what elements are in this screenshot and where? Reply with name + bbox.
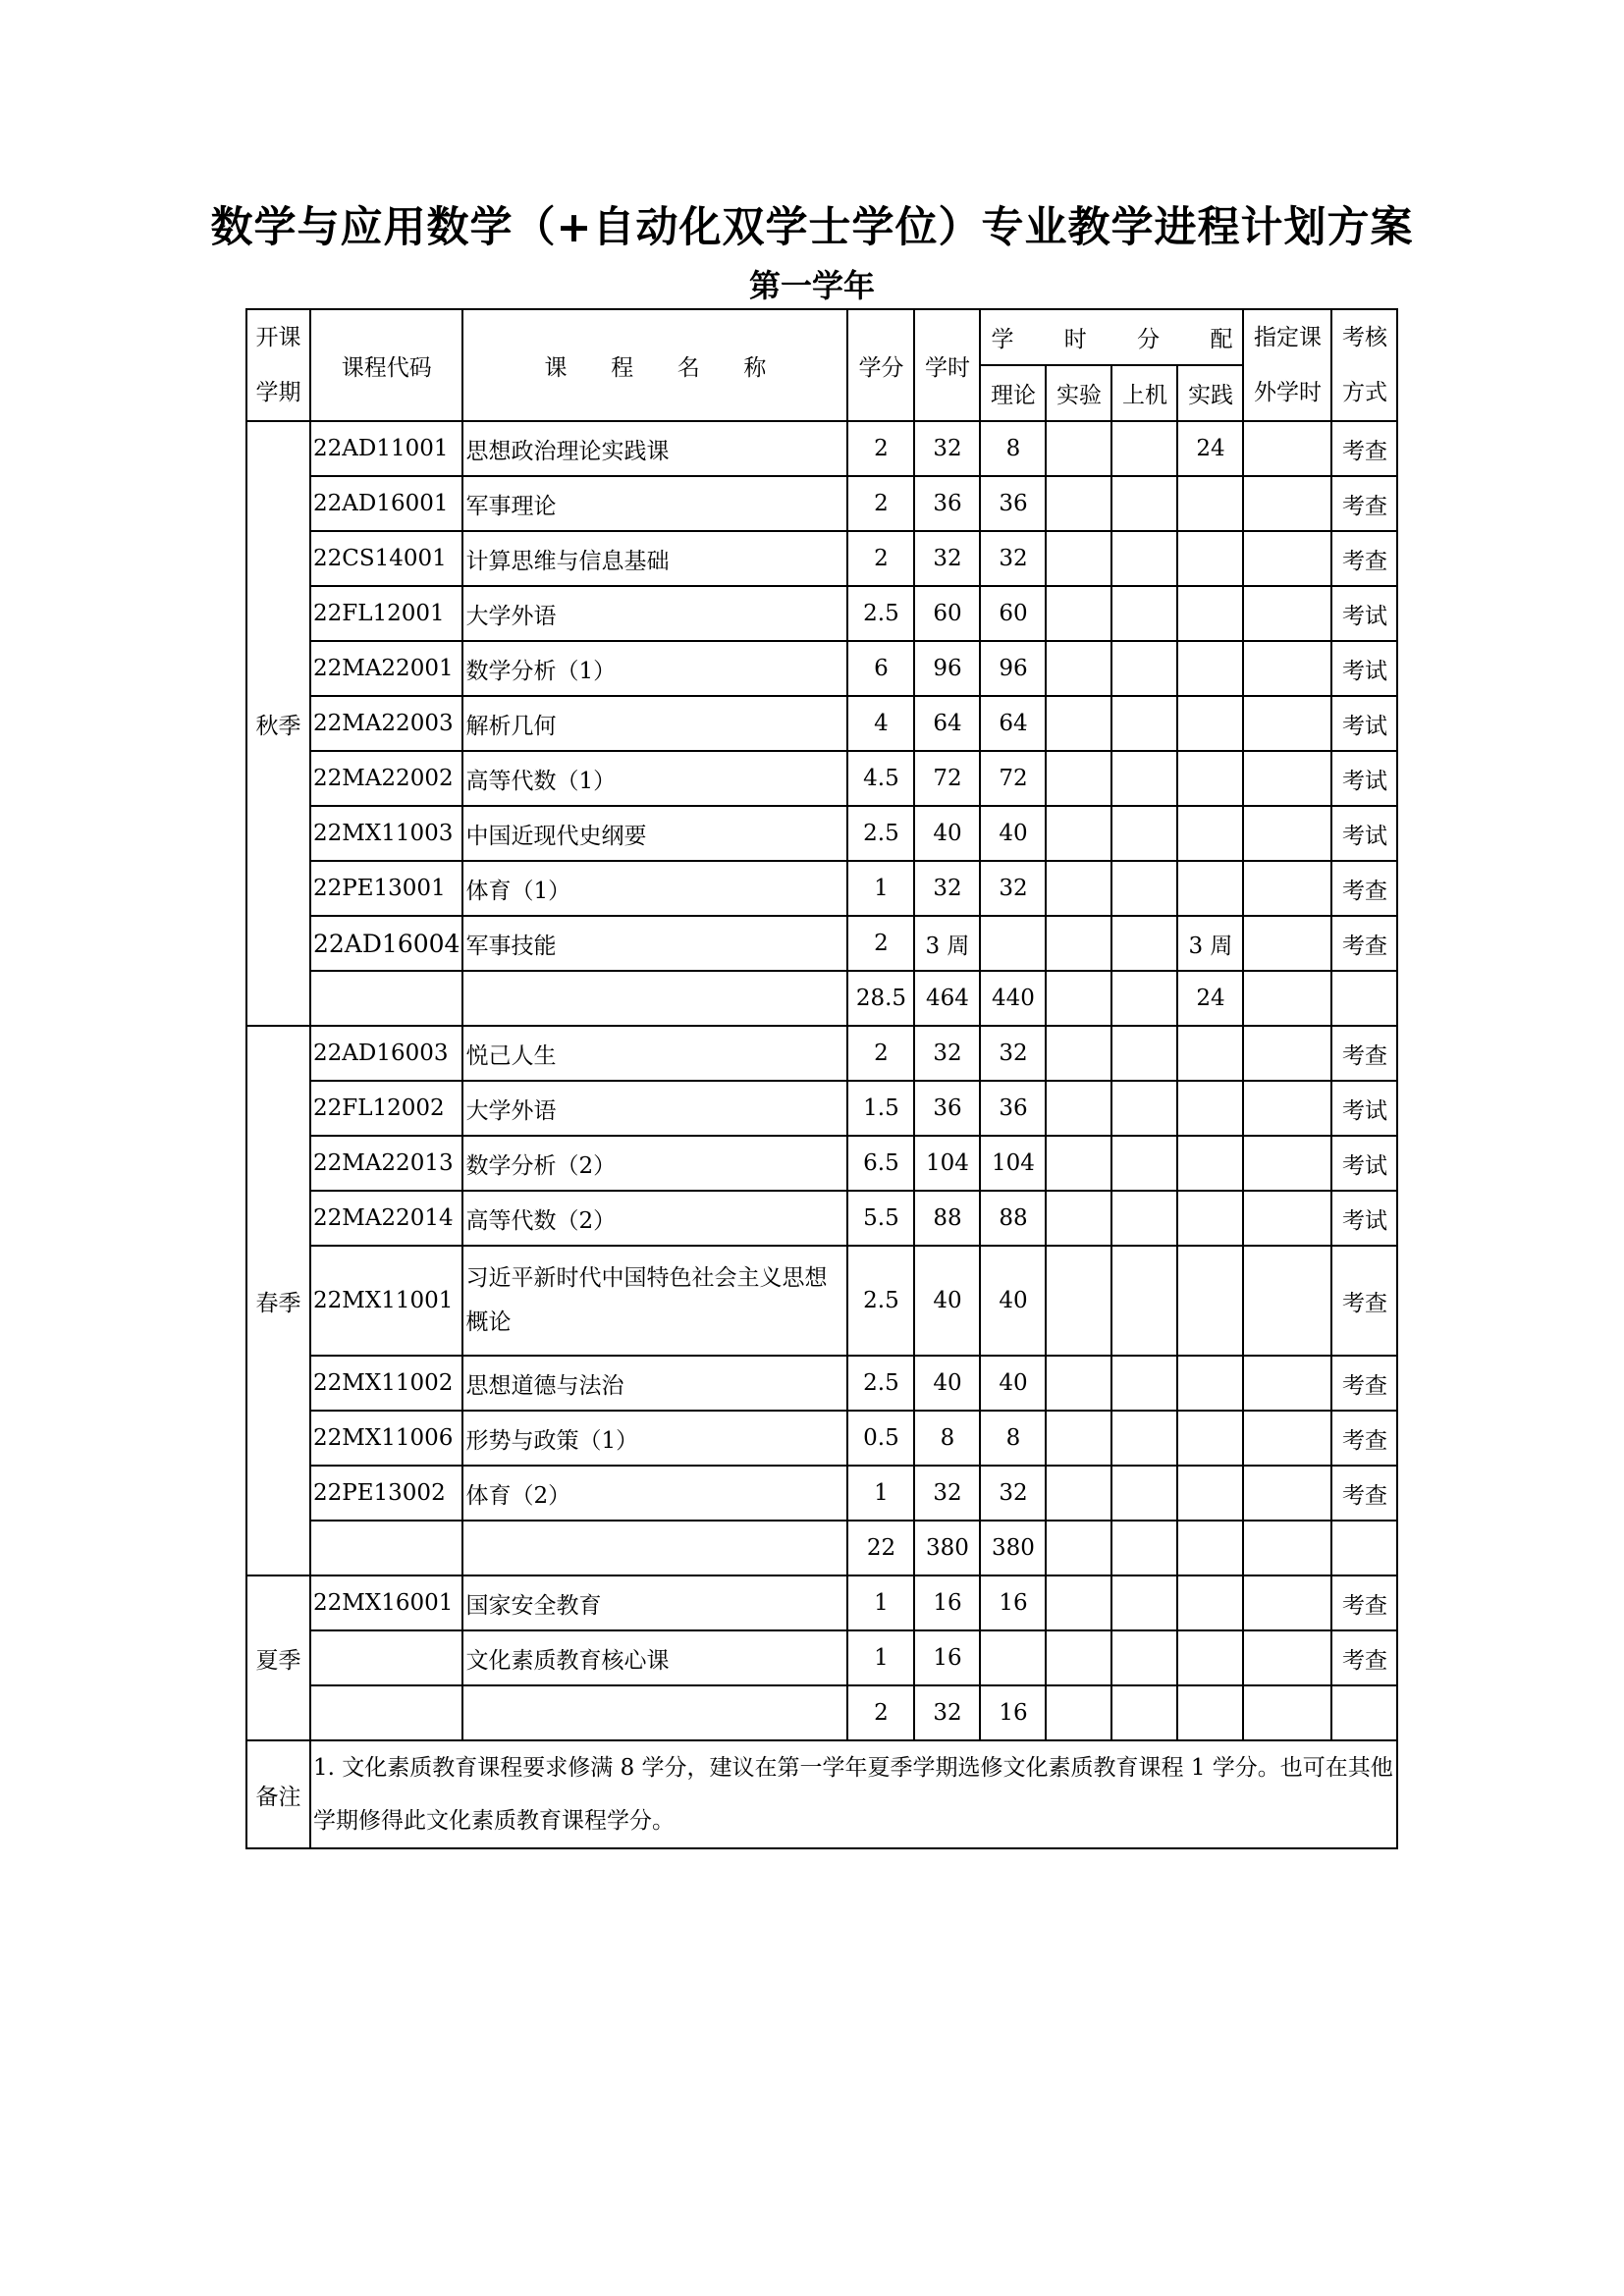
course-practice: 24 bbox=[1177, 421, 1243, 476]
course-theory: 8 bbox=[980, 1411, 1046, 1466]
course-theory: 32 bbox=[980, 531, 1046, 586]
course-name: 思想政治理论实践课 bbox=[462, 421, 847, 476]
course-name: 体育（1） bbox=[462, 861, 847, 916]
course-code: 22MX11006 bbox=[310, 1411, 462, 1466]
course-lab bbox=[1046, 751, 1111, 806]
course-theory: 40 bbox=[980, 806, 1046, 861]
header-theory: 理论 bbox=[980, 365, 1046, 421]
course-credits: 4 bbox=[847, 696, 914, 751]
subtotal-theory: 440 bbox=[980, 971, 1046, 1026]
course-theory: 72 bbox=[980, 751, 1046, 806]
course-assessment: 考查 bbox=[1331, 421, 1397, 476]
course-assessment: 考查 bbox=[1331, 531, 1397, 586]
course-computer bbox=[1111, 806, 1177, 861]
course-code: 22FL12001 bbox=[310, 586, 462, 641]
course-extra bbox=[1243, 696, 1331, 751]
course-extra bbox=[1243, 916, 1331, 971]
course-theory: 36 bbox=[980, 1081, 1046, 1136]
course-credits: 2.5 bbox=[847, 586, 914, 641]
course-extra bbox=[1243, 751, 1331, 806]
table-row bbox=[246, 1411, 1397, 1466]
course-credits: 2 bbox=[847, 421, 914, 476]
course-code: 22MA22014 bbox=[310, 1191, 462, 1246]
course-assessment: 考试 bbox=[1331, 641, 1397, 696]
course-practice: 3 周 bbox=[1177, 916, 1243, 971]
table-row bbox=[246, 1081, 1397, 1136]
course-credits: 6 bbox=[847, 641, 914, 696]
course-code: 22MA22013 bbox=[310, 1136, 462, 1191]
course-assessment: 考查 bbox=[1331, 916, 1397, 971]
course-theory: 32 bbox=[980, 1466, 1046, 1521]
course-code: 22MA22003 bbox=[310, 696, 462, 751]
course-extra bbox=[1243, 806, 1331, 861]
course-assessment: 考查 bbox=[1331, 1466, 1397, 1521]
table-row bbox=[246, 476, 1397, 531]
course-credits: 2.5 bbox=[847, 806, 914, 861]
subtotal-credits: 28.5 bbox=[847, 971, 914, 1026]
course-code: 22MX16001 bbox=[310, 1575, 462, 1630]
table-row bbox=[246, 751, 1397, 806]
header-code: 课程代码 bbox=[310, 309, 462, 421]
course-computer bbox=[1111, 476, 1177, 531]
header-practice: 实践 bbox=[1177, 365, 1243, 421]
course-code: 22AD16003 bbox=[310, 1026, 462, 1081]
table-row bbox=[246, 1191, 1397, 1246]
course-assessment: 考查 bbox=[1331, 861, 1397, 916]
course-code: 22AD16001 bbox=[310, 476, 462, 531]
course-credits: 2 bbox=[847, 476, 914, 531]
course-theory: 32 bbox=[980, 1026, 1046, 1081]
course-credits: 1.5 bbox=[847, 1081, 914, 1136]
course-computer bbox=[1111, 861, 1177, 916]
course-credits: 2.5 bbox=[847, 1246, 914, 1356]
subtotal-credits: 2 bbox=[847, 1685, 914, 1740]
header-extra-hours: 指定课 外学时 bbox=[1243, 309, 1331, 421]
header-credits: 学分 bbox=[847, 309, 914, 421]
subtotal-hours: 380 bbox=[914, 1521, 980, 1575]
course-code: 22MA22002 bbox=[310, 751, 462, 806]
header-hour-distribution: 学 时 分 配 bbox=[980, 309, 1243, 365]
course-name: 中国近现代史纲要 bbox=[462, 806, 847, 861]
subtotal-hours: 32 bbox=[914, 1685, 980, 1740]
course-name: 形势与政策（1） bbox=[462, 1411, 847, 1466]
course-assessment: 考查 bbox=[1331, 1246, 1397, 1356]
course-code: 22FL12002 bbox=[310, 1081, 462, 1136]
course-credits: 1 bbox=[847, 1630, 914, 1685]
semester-summer: 夏季 bbox=[246, 1575, 310, 1740]
course-name: 大学外语 bbox=[462, 586, 847, 641]
course-code: 22MX11002 bbox=[310, 1356, 462, 1411]
course-credits: 2 bbox=[847, 1026, 914, 1081]
course-assessment: 考试 bbox=[1331, 751, 1397, 806]
course-theory: 16 bbox=[980, 1575, 1046, 1630]
course-code bbox=[310, 1630, 462, 1685]
course-name: 军事技能 bbox=[462, 916, 847, 971]
course-computer bbox=[1111, 421, 1177, 476]
course-name: 大学外语 bbox=[462, 1081, 847, 1136]
course-code: 22AD16004 bbox=[310, 916, 462, 971]
table-row bbox=[246, 1575, 1397, 1630]
course-computer bbox=[1111, 751, 1177, 806]
table-row bbox=[246, 531, 1397, 586]
course-hours: 40 bbox=[914, 806, 980, 861]
course-code: 22MX11001 bbox=[310, 1246, 462, 1356]
header-computer: 上机 bbox=[1111, 365, 1177, 421]
course-assessment: 考试 bbox=[1331, 1081, 1397, 1136]
course-code: 22MX11003 bbox=[310, 806, 462, 861]
subtotal-row bbox=[246, 971, 1397, 1026]
subtotal-row bbox=[246, 1685, 1397, 1740]
course-lab bbox=[1046, 861, 1111, 916]
table-row bbox=[246, 806, 1397, 861]
course-name: 高等代数（1） bbox=[462, 751, 847, 806]
table-row bbox=[246, 421, 1397, 476]
course-hours: 88 bbox=[914, 1191, 980, 1246]
course-lab bbox=[1046, 916, 1111, 971]
course-code: 22CS14001 bbox=[310, 531, 462, 586]
course-practice bbox=[1177, 476, 1243, 531]
course-computer bbox=[1111, 641, 1177, 696]
course-assessment: 考试 bbox=[1331, 806, 1397, 861]
course-extra bbox=[1243, 861, 1331, 916]
course-name: 悦己人生 bbox=[462, 1026, 847, 1081]
course-theory: 32 bbox=[980, 861, 1046, 916]
table-row bbox=[246, 1466, 1397, 1521]
course-practice bbox=[1177, 806, 1243, 861]
course-name: 解析几何 bbox=[462, 696, 847, 751]
course-credits: 1 bbox=[847, 1575, 914, 1630]
table-row bbox=[246, 861, 1397, 916]
course-theory: 88 bbox=[980, 1191, 1046, 1246]
course-hours: 72 bbox=[914, 751, 980, 806]
course-extra bbox=[1243, 586, 1331, 641]
subtotal-theory: 380 bbox=[980, 1521, 1046, 1575]
course-credits: 5.5 bbox=[847, 1191, 914, 1246]
course-hours: 8 bbox=[914, 1411, 980, 1466]
course-hours: 36 bbox=[914, 1081, 980, 1136]
semester-autumn: 秋季 bbox=[246, 421, 310, 1026]
course-theory: 40 bbox=[980, 1356, 1046, 1411]
course-name: 数学分析（1） bbox=[462, 641, 847, 696]
course-credits: 4.5 bbox=[847, 751, 914, 806]
course-computer bbox=[1111, 586, 1177, 641]
course-hours: 40 bbox=[914, 1246, 980, 1356]
course-name: 数学分析（2） bbox=[462, 1136, 847, 1191]
table-row bbox=[246, 586, 1397, 641]
course-theory: 36 bbox=[980, 476, 1046, 531]
course-hours: 60 bbox=[914, 586, 980, 641]
course-credits: 2 bbox=[847, 531, 914, 586]
header-hours: 学时 bbox=[914, 309, 980, 421]
note-text: 1. 文化素质教育课程要求修满 8 学分，建议在第一学年夏季学期选修文化素质教育课程 1 学分。也可在其他学期修得此文化素质教育课程学分。 bbox=[310, 1740, 1397, 1848]
course-credits: 6.5 bbox=[847, 1136, 914, 1191]
course-extra bbox=[1243, 531, 1331, 586]
course-assessment: 考查 bbox=[1331, 1356, 1397, 1411]
course-hours: 40 bbox=[914, 1356, 980, 1411]
course-practice bbox=[1177, 696, 1243, 751]
course-theory: 104 bbox=[980, 1136, 1046, 1191]
course-assessment: 考试 bbox=[1331, 586, 1397, 641]
note-label: 备注 bbox=[246, 1740, 310, 1848]
course-assessment: 考查 bbox=[1331, 1630, 1397, 1685]
course-theory bbox=[980, 916, 1046, 971]
course-code: 22PE13002 bbox=[310, 1466, 462, 1521]
course-name: 文化素质教育核心课 bbox=[462, 1630, 847, 1685]
course-practice bbox=[1177, 531, 1243, 586]
page-title: 数学与应用数学（+自动化双学士学位）专业教学进程计划方案 bbox=[210, 203, 1414, 252]
course-lab bbox=[1046, 531, 1111, 586]
course-hours: 96 bbox=[914, 641, 980, 696]
course-hours: 16 bbox=[914, 1575, 980, 1630]
course-practice bbox=[1177, 861, 1243, 916]
table-row bbox=[246, 696, 1397, 751]
course-assessment: 考试 bbox=[1331, 1136, 1397, 1191]
course-hours: 32 bbox=[914, 531, 980, 586]
semester-spring: 春季 bbox=[246, 1026, 310, 1575]
course-extra bbox=[1243, 476, 1331, 531]
note-row bbox=[246, 1740, 1397, 1848]
course-practice bbox=[1177, 641, 1243, 696]
course-lab bbox=[1046, 421, 1111, 476]
course-practice bbox=[1177, 751, 1243, 806]
course-code: 22MA22001 bbox=[310, 641, 462, 696]
header-assessment: 考核 方式 bbox=[1331, 309, 1397, 421]
course-lab bbox=[1046, 806, 1111, 861]
course-name: 国家安全教育 bbox=[462, 1575, 847, 1630]
teaching-plan-table bbox=[245, 308, 1398, 1849]
course-lab bbox=[1046, 641, 1111, 696]
course-name: 体育（2） bbox=[462, 1466, 847, 1521]
course-hours: 64 bbox=[914, 696, 980, 751]
course-theory: 8 bbox=[980, 421, 1046, 476]
table-row bbox=[246, 1026, 1397, 1081]
course-assessment: 考查 bbox=[1331, 476, 1397, 531]
course-credits: 2.5 bbox=[847, 1356, 914, 1411]
course-lab bbox=[1046, 586, 1111, 641]
course-credits: 2 bbox=[847, 916, 914, 971]
course-lab bbox=[1046, 696, 1111, 751]
course-credits: 1 bbox=[847, 1466, 914, 1521]
course-computer bbox=[1111, 531, 1177, 586]
table-row bbox=[246, 641, 1397, 696]
course-credits: 1 bbox=[847, 861, 914, 916]
course-theory: 40 bbox=[980, 1246, 1046, 1356]
course-theory: 60 bbox=[980, 586, 1046, 641]
course-name: 高等代数（2） bbox=[462, 1191, 847, 1246]
course-assessment: 考查 bbox=[1331, 1575, 1397, 1630]
course-name: 思想道德与法治 bbox=[462, 1356, 847, 1411]
course-code: 22PE13001 bbox=[310, 861, 462, 916]
course-hours: 16 bbox=[914, 1630, 980, 1685]
course-name: 计算思维与信息基础 bbox=[462, 531, 847, 586]
course-hours: 3 周 bbox=[914, 916, 980, 971]
course-credits: 0.5 bbox=[847, 1411, 914, 1466]
table-row bbox=[246, 916, 1397, 971]
course-computer bbox=[1111, 916, 1177, 971]
table-row bbox=[246, 1630, 1397, 1685]
table-row bbox=[246, 1136, 1397, 1191]
course-hours: 36 bbox=[914, 476, 980, 531]
header-lab: 实验 bbox=[1046, 365, 1111, 421]
course-code: 22AD11001 bbox=[310, 421, 462, 476]
page-subtitle: 第一学年 bbox=[748, 267, 875, 304]
table-row bbox=[246, 1246, 1397, 1356]
subtotal-row bbox=[246, 1521, 1397, 1575]
course-lab bbox=[1046, 476, 1111, 531]
header-row-1 bbox=[246, 309, 1397, 365]
course-hours: 32 bbox=[914, 861, 980, 916]
subtotal-theory: 16 bbox=[980, 1685, 1046, 1740]
course-extra bbox=[1243, 641, 1331, 696]
course-assessment: 考查 bbox=[1331, 1026, 1397, 1081]
course-hours: 104 bbox=[914, 1136, 980, 1191]
course-extra bbox=[1243, 421, 1331, 476]
header-semester: 开课 学期 bbox=[246, 309, 310, 421]
course-hours: 32 bbox=[914, 1466, 980, 1521]
course-name: 习近平新时代中国特色社会主义思想概论 bbox=[462, 1246, 847, 1356]
subtotal-practice: 24 bbox=[1177, 971, 1243, 1026]
course-assessment: 考试 bbox=[1331, 696, 1397, 751]
course-theory: 96 bbox=[980, 641, 1046, 696]
course-hours: 32 bbox=[914, 421, 980, 476]
subtotal-hours: 464 bbox=[914, 971, 980, 1026]
course-practice bbox=[1177, 586, 1243, 641]
course-assessment: 考试 bbox=[1331, 1191, 1397, 1246]
subtotal-credits: 22 bbox=[847, 1521, 914, 1575]
course-assessment: 考查 bbox=[1331, 1411, 1397, 1466]
course-hours: 32 bbox=[914, 1026, 980, 1081]
course-computer bbox=[1111, 696, 1177, 751]
header-name: 课 程 名 称 bbox=[462, 309, 847, 421]
table-row bbox=[246, 1356, 1397, 1411]
course-theory: 64 bbox=[980, 696, 1046, 751]
course-theory bbox=[980, 1630, 1046, 1685]
course-name: 军事理论 bbox=[462, 476, 847, 531]
